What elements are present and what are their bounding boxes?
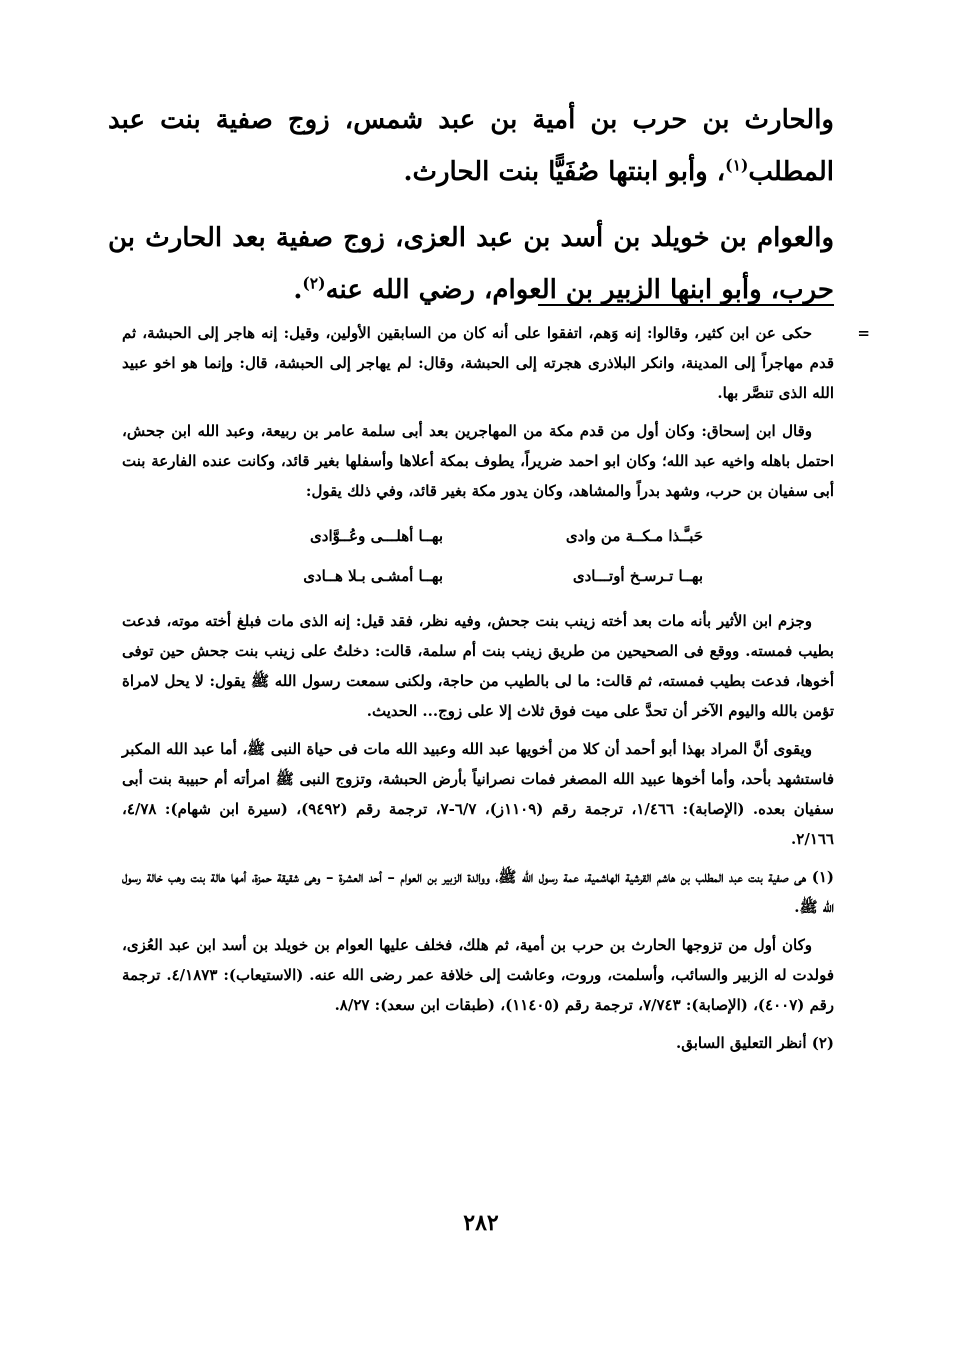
poem-verse xyxy=(122,516,834,556)
footnote-1-text: هى صفية بنت عبد المطلب بن هاشم القرشية الهاشمية، عمة رسول الله ﷺ، ووالدة الزبير بن العوام – أحد العشرة – وهى شقيقة حمزة، أمها هالة بنت وهب خالة رسول الله ﷺ. xyxy=(122,868,834,916)
poem-verse xyxy=(122,556,834,596)
poem-hemistich: حَبـَّـذا مـكــة من وادى xyxy=(565,527,703,545)
main-paragraph-1 xyxy=(108,94,834,198)
footnote-separator xyxy=(538,304,834,306)
note-paragraph: حكى عن ابن كثير، وقالوا: إنه وَهم، اتفقوا على أنه كان من السابقين الأولين، وقيل: إنه هاجر إلى الحبشة، ثم قدم مهاجراً إلى المدينة، وانكر البلاذرى هجرته إلى الحبشة، وقال: لم يهاجر إلى الحبشة، قال: وإنما هو اخو عبيد الله الذى تنصَّر بها. xyxy=(122,324,834,402)
main-paragraph-1-text: والحارث بن حرب بن أمية بن عبد شمس، زوج صفية بنت عبد المطلب xyxy=(108,105,834,187)
footnote-2-number: (٢) xyxy=(811,1034,834,1052)
footnote-ref-1[interactable]: (١) xyxy=(725,155,749,175)
main-paragraph-1-end: ، وأبو ابنتها صُفَيًّا بنت الحارث. xyxy=(403,157,726,187)
poem-hemistich: بهــا أهلـــى وعُــوَّادى xyxy=(310,527,443,545)
page-number: ٢٨٢ xyxy=(463,1210,499,1236)
footnote-1-number: (١) xyxy=(811,868,834,886)
footnote-1-continued: وكان أول من تزوجها الحارث بن حرب بن أمية، ثم هلك، فخلف عليها العوام بن خويلد بن أسد ابن عبد العُزى، فولدت له الزبير والسائب، وأسلمت، وروت، وعاشت إلى خلافة عمر رضى الله عنه. (الاستيعاب): ٤/١٨٧٣. ترجمة رقم (٤٠٠٧)، (الإصابة): ٧/٧٤٣، ترجمة رقم (١١٤٠٥)، (طبقات ابن سعد): ٨/٢٧. xyxy=(122,936,834,1014)
poem-hemistich: بهــا أمشـى بـلا هــادى xyxy=(303,567,443,585)
main-paragraph-2 xyxy=(108,212,834,316)
footnotes xyxy=(122,318,870,1066)
note-paragraph: وجزم ابن الأثير بأنه مات بعد أخته زينب بنت جحش، وفيه نظر، فقد قيل: إنه الذى مات فبلغ أخته موته، فدعت بطيب فمسته. ووقع فى الصحيحين من طريق زينب بنت أم سلمة، قالت: دخلتُ على زينب بنت جحش حين توفى أخوها، فدعت بطيب فمسته، ثم قالت: ما لى بالطيب من حاجة، ولكنى سمعت رسول الله ﷺ يقول: لا يحل لامراة تؤمن بالله واليوم الآخر أن تحدَّ على ميت فوق ثلاث إلا على زوج... الحديث. xyxy=(122,612,834,720)
footnote-ref-2[interactable]: (٢) xyxy=(302,273,326,293)
main-paragraph-2-text: والعوام بن خويلد بن أسد بن عبد العزى، زوج صفية بعد الحارث بن حرب، وأبو ابنها الزبير بن العوام، رضي الله عنه xyxy=(108,223,834,305)
main-text xyxy=(108,94,834,330)
main-paragraph-2-end: . xyxy=(293,275,303,305)
note-paragraph: ويقوى أنَّ المراد بهذا أبو أحمد أن كلا من أخويها عبد الله وعبيد الله مات فى حياة النبى ﷺ، أما عبد الله المكبر فاستشهد بأحد، وأما أخوها عبيد الله المصغر فمات نصرانياً بأرض الحبشة، وتزوج النبى ﷺ امرأته أم حبيبة بنت أبى سفيان بعده. (الإصابة): ١/٤٦٦، ترجمة رقم (١١٠٩ز)، ٦/٧-٧، ترجمة رقم (٩٤٩٢)، (سيرة ابن شهام): ٤/٧٨، ٢/١٦٦. xyxy=(122,740,835,848)
footnote-2-text: أنظر التعليق السابق. xyxy=(676,1034,807,1052)
note-paragraph: وقال ابن إسحاق: وكان أول من قدم مكة من المهاجرين بعد أبى سلمة عامر بن ربيعة، وعبد الله ابن جحش، احتمل باهله واخيه عبد الله؛ وكان ابو احمد ضريراً، يطوف بمكة أعلاها وأسفلها بغير قائد، وكانت عنده الفارعة بنت أبى سفيان بن حرب، وشهد بدراً والمشاهد، وكان يدور مكة بغير قائد، وفي ذلك يقول: xyxy=(122,422,834,500)
footnote-2 xyxy=(122,1028,834,1058)
continuation-mark: = xyxy=(857,324,870,342)
poem xyxy=(122,516,834,596)
poem-hemistich: بهــا تـرسـخ أوتـــادى xyxy=(572,567,703,585)
footnote-1 xyxy=(122,862,834,922)
